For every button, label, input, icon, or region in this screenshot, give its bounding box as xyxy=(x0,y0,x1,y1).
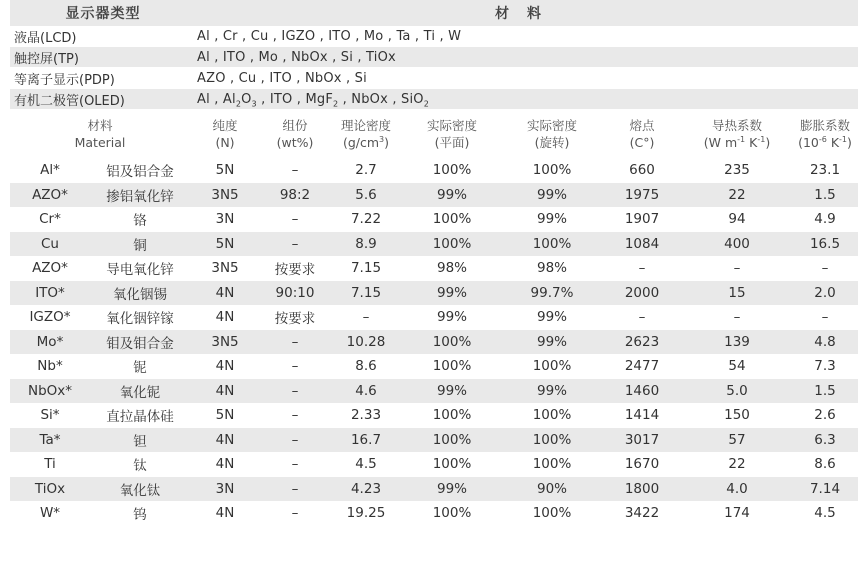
table-row xyxy=(10,281,858,306)
melting-point-cell: 1414 xyxy=(624,407,660,424)
composition-cell: 98:2 xyxy=(279,186,311,203)
material-symbol: Si* xyxy=(40,407,60,424)
material-name: 掺铝氧化锌 xyxy=(106,188,174,205)
table-body xyxy=(10,158,858,526)
thermal-conductivity-cell: 22 xyxy=(728,186,746,203)
material-symbol: Cr* xyxy=(39,211,61,228)
theoretical-density-cell: 7.15 xyxy=(350,260,382,277)
planar-density-cell: 100% xyxy=(432,358,472,375)
planar-density-cell: 100% xyxy=(432,407,472,424)
theoretical-density-cell: – xyxy=(362,309,370,326)
material-name: 直拉晶体硅 xyxy=(106,409,174,426)
material-symbol: AZO* xyxy=(32,260,68,277)
table-row xyxy=(10,428,858,453)
rotary-density-cell: 100% xyxy=(532,162,572,179)
composition-cell: – xyxy=(291,358,299,375)
material-symbol: Ti xyxy=(44,456,56,473)
purity-cell: 3N5 xyxy=(211,260,239,277)
material-symbol: Nb* xyxy=(37,358,63,375)
material-name: 铝及铝合金 xyxy=(106,164,174,181)
melting-point-cell: – xyxy=(638,260,646,277)
material-name: 铬 xyxy=(133,213,147,230)
material-symbol: W* xyxy=(39,505,61,522)
expansion-cell: 1.5 xyxy=(814,382,836,399)
material-name: 铜 xyxy=(133,237,147,254)
thermal-conductivity-cell: 15 xyxy=(728,284,746,301)
material-name: 氧化铌 xyxy=(119,384,161,401)
table-row xyxy=(10,207,858,232)
display-type-tp: 触控屏(TP) xyxy=(14,51,79,67)
planar-density-cell: 99% xyxy=(436,186,467,203)
material-name: 钽 xyxy=(133,433,147,450)
thermal-conductivity-cell: 4.0 xyxy=(726,480,748,497)
rotary-density-cell: 99% xyxy=(536,333,567,350)
melting-point-cell: 2477 xyxy=(624,358,660,375)
melting-point-cell: 2000 xyxy=(624,284,660,301)
theoretical-density-cell: 7.15 xyxy=(350,284,382,301)
composition-cell: 按要求 xyxy=(274,262,316,279)
planar-density-cell: 99% xyxy=(436,382,467,399)
theoretical-density-cell: 5.6 xyxy=(355,186,377,203)
melting-point-cell: 1800 xyxy=(624,480,660,497)
purity-cell: 5N xyxy=(215,162,235,179)
thermal-conductivity-cell: 400 xyxy=(724,235,750,252)
melting-point-cell: 3017 xyxy=(624,431,660,448)
planar-density-cell: 99% xyxy=(436,480,467,497)
melting-point-cell: 1670 xyxy=(624,456,660,473)
melting-point-cell: 1975 xyxy=(624,186,660,203)
melting-point-cell: 1907 xyxy=(624,211,660,228)
purity-cell: 3N xyxy=(215,211,235,228)
rotary-density-cell: 98% xyxy=(536,260,567,277)
thermal-conductivity-cell: – xyxy=(733,260,741,277)
theoretical-density-cell: 4.23 xyxy=(350,480,382,497)
col-thermal-conductivity: 导热系数 (W $m^{-1}$ $K^{-1}$) xyxy=(703,118,771,150)
table-row xyxy=(10,403,858,428)
theoretical-density-cell: 7.22 xyxy=(350,211,382,228)
expansion-cell: 6.3 xyxy=(814,431,836,448)
melting-point-cell: – xyxy=(638,309,646,326)
col-actual-density-planar: 实际密度 (平面) xyxy=(426,118,477,150)
display-type-heading: 显示器类型 xyxy=(65,6,141,22)
material-symbol: NbOx* xyxy=(27,382,73,399)
planar-density-cell: 99% xyxy=(436,309,467,326)
materials-table xyxy=(10,0,858,526)
theoretical-density-cell: 2.33 xyxy=(350,407,382,424)
expansion-cell: 23.1 xyxy=(809,162,841,179)
composition-cell: 按要求 xyxy=(274,311,316,328)
planar-density-cell: 98% xyxy=(436,260,467,277)
col-melting-point: 熔点 (C°) xyxy=(629,118,655,150)
planar-density-cell: 100% xyxy=(432,431,472,448)
col-actual-density-rotary: 实际密度 (旋转) xyxy=(526,118,577,150)
composition-cell: – xyxy=(291,211,299,228)
materials-heading: 材料 xyxy=(495,6,559,22)
composition-cell: – xyxy=(291,431,299,448)
material-name: 氧化铟锡 xyxy=(113,286,167,303)
thermal-conductivity-cell: 174 xyxy=(724,505,750,522)
expansion-cell: 7.14 xyxy=(809,480,841,497)
composition-cell: – xyxy=(291,382,299,399)
melting-point-cell: 1460 xyxy=(624,382,660,399)
melting-point-cell: 660 xyxy=(629,162,655,179)
composition-cell: 90:10 xyxy=(275,284,315,301)
display-row xyxy=(10,68,858,89)
purity-cell: 5N xyxy=(215,235,235,252)
display-materials-lcd: Al , Cr , Cu , IGZO , ITO , Mo , Ta , Ti , W xyxy=(197,28,462,44)
theoretical-density-cell: 8.6 xyxy=(355,358,377,375)
purity-cell: 4N xyxy=(215,505,235,522)
composition-cell: – xyxy=(291,407,299,424)
material-symbol: Mo* xyxy=(36,333,64,350)
theoretical-density-cell: 10.28 xyxy=(346,333,386,350)
expansion-cell: 1.5 xyxy=(814,186,836,203)
planar-density-cell: 100% xyxy=(432,235,472,252)
material-symbol: Al* xyxy=(40,162,60,179)
rotary-density-cell: 99% xyxy=(536,382,567,399)
composition-cell: – xyxy=(291,480,299,497)
col-purity: 纯度 (N) xyxy=(212,118,238,150)
expansion-cell: 7.3 xyxy=(814,358,836,375)
thermal-conductivity-cell: 57 xyxy=(728,431,746,448)
col-composition: 组份 (wt%) xyxy=(276,118,314,150)
planar-density-cell: 100% xyxy=(432,162,472,179)
material-symbol: ITO* xyxy=(35,284,65,301)
table-row xyxy=(10,256,858,281)
expansion-cell: – xyxy=(821,260,829,277)
rotary-density-cell: 100% xyxy=(532,431,572,448)
planar-density-cell: 100% xyxy=(432,505,472,522)
rotary-density-cell: 100% xyxy=(532,407,572,424)
rotary-density-cell: 99% xyxy=(536,186,567,203)
purity-cell: 4N xyxy=(215,358,235,375)
rotary-density-cell: 100% xyxy=(532,358,572,375)
planar-density-cell: 100% xyxy=(432,211,472,228)
display-row xyxy=(10,89,858,110)
thermal-conductivity-cell: 22 xyxy=(728,456,746,473)
purity-cell: 3N xyxy=(215,480,235,497)
material-symbol: Cu xyxy=(41,235,59,252)
material-name: 氧化铟锌镓 xyxy=(106,311,174,328)
expansion-cell: – xyxy=(821,309,829,326)
expansion-cell: 4.5 xyxy=(814,505,836,522)
rotary-density-cell: 100% xyxy=(532,505,572,522)
thermal-conductivity-cell: – xyxy=(733,309,741,326)
planar-density-cell: 99% xyxy=(436,284,467,301)
material-symbol: AZO* xyxy=(32,186,68,203)
rotary-density-cell: 99.7% xyxy=(530,284,574,301)
thermal-conductivity-cell: 235 xyxy=(724,162,750,179)
table-top-header xyxy=(10,0,858,26)
table-row xyxy=(10,379,858,404)
theoretical-density-cell: 16.7 xyxy=(350,431,382,448)
col-expansion: 膨胀系数 ($10^{-6}$ $K^{-1}$) xyxy=(798,118,852,150)
purity-cell: 4N xyxy=(215,382,235,399)
display-row xyxy=(10,47,858,68)
purity-cell: 4N xyxy=(215,284,235,301)
expansion-cell: 4.9 xyxy=(814,211,836,228)
display-row xyxy=(10,26,858,47)
thermal-conductivity-cell: 5.0 xyxy=(726,382,748,399)
melting-point-cell: 3422 xyxy=(624,505,660,522)
purity-cell: 4N xyxy=(215,431,235,448)
material-symbol: Ta* xyxy=(39,431,61,448)
expansion-cell: 2.0 xyxy=(814,284,836,301)
table-row xyxy=(10,354,858,379)
col-material: 材料 Material xyxy=(74,118,126,150)
purity-cell: 4N xyxy=(215,456,235,473)
table-row xyxy=(10,305,858,330)
display-materials-oled: Al , $Al_2O_3$ , ITO , MgF$_2$ , NbOx , SiO$_2$ xyxy=(197,91,429,109)
theoretical-density-cell: 19.25 xyxy=(346,505,386,522)
table-row xyxy=(10,183,858,208)
theoretical-density-cell: 4.6 xyxy=(355,382,377,399)
thermal-conductivity-cell: 150 xyxy=(724,407,750,424)
material-symbol: TiOx xyxy=(34,480,66,497)
table-row xyxy=(10,158,858,183)
expansion-cell: 8.6 xyxy=(814,456,836,473)
composition-cell: – xyxy=(291,456,299,473)
material-name: 铌 xyxy=(133,360,147,377)
expansion-cell: 2.6 xyxy=(814,407,836,424)
display-type-pdp: 等离子显示(PDP) xyxy=(14,72,115,88)
theoretical-density-cell: 2.7 xyxy=(355,162,377,179)
rotary-density-cell: 99% xyxy=(536,309,567,326)
material-name: 钨 xyxy=(133,507,147,524)
display-materials-pdp: AZO , Cu , ITO , NbOx , Si xyxy=(197,70,367,86)
thermal-conductivity-cell: 94 xyxy=(728,211,746,228)
purity-cell: 3N5 xyxy=(211,333,239,350)
display-materials-tp: Al , ITO , Mo , NbOx , Si , TiOx xyxy=(197,49,396,65)
purity-cell: 5N xyxy=(215,407,235,424)
table-row xyxy=(10,330,858,355)
thermal-conductivity-cell: 139 xyxy=(724,333,750,350)
theoretical-density-cell: 4.5 xyxy=(355,456,377,473)
display-type-lcd: 液晶(LCD) xyxy=(14,30,77,46)
display-type-oled: 有机二极管(OLED) xyxy=(14,93,125,109)
expansion-cell: 16.5 xyxy=(809,235,841,252)
material-name: 氧化钛 xyxy=(119,482,161,499)
composition-cell: – xyxy=(291,162,299,179)
melting-point-cell: 2623 xyxy=(624,333,660,350)
material-name: 导电氧化锌 xyxy=(106,262,174,279)
composition-cell: – xyxy=(291,235,299,252)
thermal-conductivity-cell: 54 xyxy=(728,358,746,375)
rotary-density-cell: 99% xyxy=(536,211,567,228)
table-row xyxy=(10,477,858,502)
purity-cell: 3N5 xyxy=(211,186,239,203)
planar-density-cell: 100% xyxy=(432,333,472,350)
rotary-density-cell: 100% xyxy=(532,456,572,473)
melting-point-cell: 1084 xyxy=(624,235,660,252)
col-theoretical-density: 理论密度 $(g/cm^3)$ xyxy=(340,118,391,150)
column-header-row xyxy=(10,110,858,158)
purity-cell: 4N xyxy=(215,309,235,326)
table-row xyxy=(10,452,858,477)
theoretical-density-cell: 8.9 xyxy=(355,235,377,252)
planar-density-cell: 100% xyxy=(432,456,472,473)
rotary-density-cell: 100% xyxy=(532,235,572,252)
table-row xyxy=(10,501,858,526)
composition-cell: – xyxy=(291,333,299,350)
material-symbol: IGZO* xyxy=(29,309,71,326)
material-name: 钛 xyxy=(133,458,147,475)
expansion-cell: 4.8 xyxy=(814,333,836,350)
table-row xyxy=(10,232,858,257)
material-name: 钼及钼合金 xyxy=(106,335,174,352)
rotary-density-cell: 90% xyxy=(536,480,567,497)
composition-cell: – xyxy=(291,505,299,522)
